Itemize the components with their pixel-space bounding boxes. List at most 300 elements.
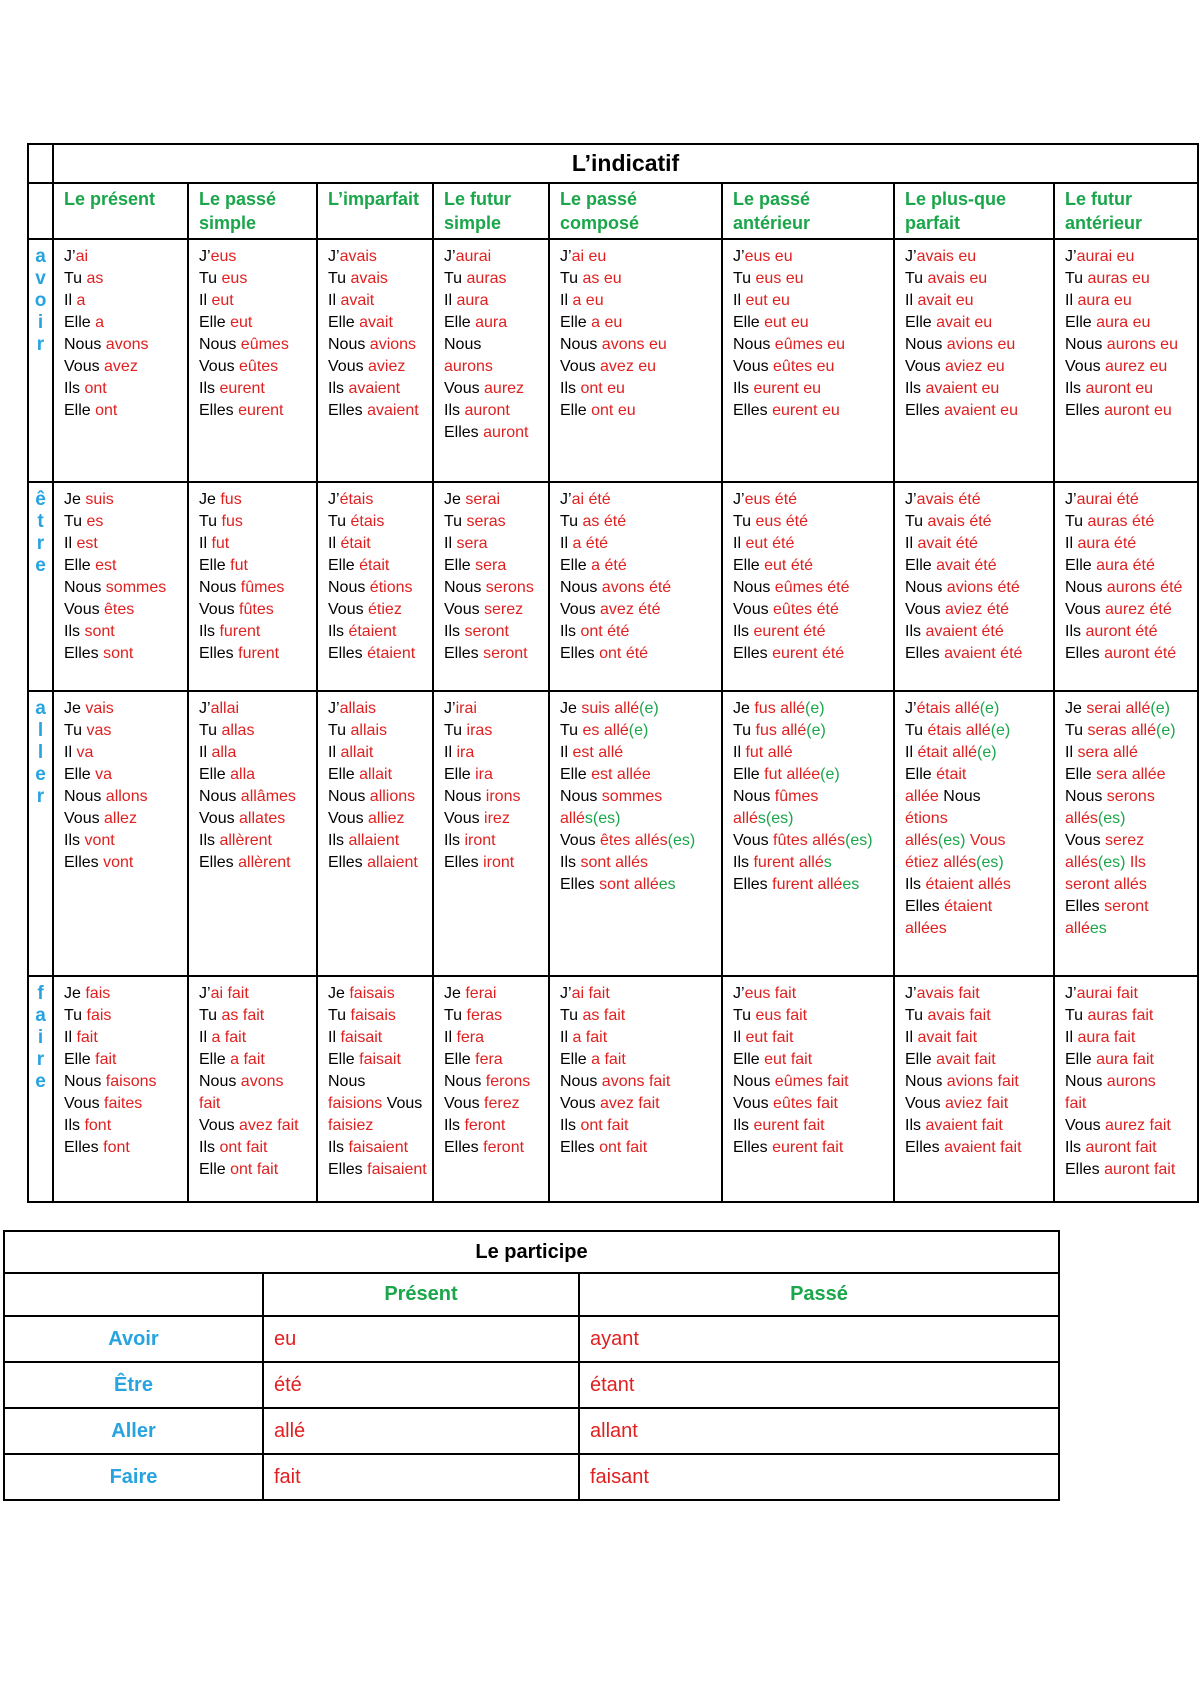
conjugation-line (733, 852, 889, 874)
conjugation-line (199, 1115, 312, 1137)
verb-letter: o (34, 290, 47, 311)
conjugation-segment: (e) (820, 766, 840, 783)
conjugation-segment: allaient (348, 832, 400, 849)
conjugation-line (444, 1137, 544, 1159)
conjugation-line (64, 400, 183, 422)
conjugation-segment: allas (221, 722, 255, 739)
conjugation-segment: vont (84, 832, 115, 849)
conjugation-segment: allâmes (240, 788, 296, 805)
conjugation-segment: (es) (976, 854, 1004, 871)
conjugation-segment: serez (484, 601, 524, 618)
conjugation-segment: eûmes fait (774, 1073, 849, 1090)
conjugation-line (199, 511, 312, 533)
conjugation-line (733, 1005, 889, 1027)
conjugation-segment: Ils (64, 832, 85, 849)
conjugation-segment: Nous (328, 579, 370, 596)
conjugation-line (64, 334, 183, 356)
conjugation-segment: Il (1065, 535, 1078, 552)
conjugation-segment: auront été (1104, 645, 1177, 662)
conjugation-segment: avez été (600, 601, 661, 618)
conjugation-segment: allait (359, 766, 393, 783)
conjugation-segment: Nous (64, 336, 106, 353)
conjugation-line (199, 246, 312, 268)
conjugation-segment: Il (444, 1029, 457, 1046)
conjugation-segment: fut allée (764, 766, 821, 783)
conjugation-segment: avais eu (916, 248, 977, 265)
conjugation-segment: fus (220, 491, 242, 508)
conjugation-line (328, 246, 428, 268)
conjugation-segment: avait (359, 314, 393, 331)
conjugation-segment: Ils (328, 380, 349, 397)
conjugation-segment: faisaient (367, 1161, 427, 1178)
conjugation-segment: allons (105, 788, 148, 805)
conjugation-cell (53, 239, 188, 482)
conjugation-segment: auront été (1085, 623, 1158, 640)
conjugation-line (199, 830, 312, 852)
conjugation-segment: ont fait (219, 1139, 268, 1156)
corner-cell (28, 183, 53, 239)
participe-title: Le participe (4, 1231, 1059, 1273)
conjugation-line (1065, 720, 1193, 742)
conjugation-segment: Nous (560, 788, 602, 805)
conjugation-segment: aviez (368, 358, 406, 375)
conjugation-line (1065, 1071, 1193, 1093)
conjugation-segment: ferai (465, 985, 497, 1002)
conjugation-line (560, 874, 717, 896)
conjugation-segment: Elles (328, 645, 368, 662)
conjugation-segment: furent (219, 623, 261, 640)
verb-letter: r (36, 786, 45, 807)
conjugation-line (733, 290, 889, 312)
conjugation-segment: faisait (340, 1029, 383, 1046)
conjugation-segment: avaient fait (944, 1139, 1022, 1156)
conjugation-segment: allais (339, 700, 377, 717)
conjugation-segment: Il (560, 744, 573, 761)
conjugation-segment: Elles (328, 402, 368, 419)
conjugation-segment: Je (328, 985, 350, 1002)
conjugation-segment: Vous (64, 601, 105, 618)
conjugation-line (1065, 1049, 1193, 1071)
conjugation-segment: (es) (937, 832, 966, 849)
conjugation-segment: alla (230, 766, 256, 783)
conjugation-segment: Elles (560, 1139, 600, 1156)
conjugation-line (560, 312, 717, 334)
participe-header-row (4, 1273, 1059, 1316)
conjugation-segment: Elle (905, 766, 937, 783)
conjugation-line (199, 599, 312, 621)
conjugation-segment: faisiez (328, 1117, 374, 1134)
conjugation-segment: Vous (199, 1117, 240, 1134)
conjugation-segment: Ils (733, 854, 754, 871)
conjugation-line (64, 555, 183, 577)
participe-row (4, 1362, 1059, 1408)
conjugation-line (1065, 621, 1193, 643)
conjugation-segment: auront eu (1085, 380, 1154, 397)
conjugation-line (733, 577, 889, 599)
conjugation-line (560, 1027, 717, 1049)
conjugation-segment: Vous (64, 810, 105, 827)
conjugation-line (64, 533, 183, 555)
conjugation-line (733, 808, 889, 830)
conjugation-line (64, 489, 183, 511)
conjugation-segment: Ils (905, 876, 926, 893)
conjugation-line (1065, 489, 1193, 511)
conjugation-cell (433, 976, 549, 1202)
conjugation-segment: Nous (1065, 788, 1107, 805)
conjugation-line (733, 621, 889, 643)
conjugation-segment: Elles (560, 645, 600, 662)
conjugation-line (905, 268, 1049, 290)
conjugation-line (444, 1071, 544, 1093)
conjugation-cell (894, 482, 1054, 691)
conjugation-line (1065, 643, 1193, 665)
verb-letter: t (37, 511, 44, 532)
conjugation-segment: avais (350, 270, 388, 287)
conjugation-segment: Vous (733, 601, 774, 618)
conjugation-segment: Il (199, 744, 212, 761)
conjugation-line (1065, 312, 1193, 334)
conjugation-segment: J’ (444, 700, 456, 717)
conjugation-segment: Il (733, 1029, 746, 1046)
conjugation-segment: Nous (1065, 1073, 1107, 1090)
conjugation-line (199, 698, 312, 720)
conjugation-line (328, 577, 428, 599)
conjugation-segment: Elles (64, 854, 104, 871)
conjugation-line (444, 983, 544, 1005)
conjugation-line (64, 312, 183, 334)
conjugation-segment: Elle (733, 314, 765, 331)
conjugation-segment: allait (340, 744, 374, 761)
conjugation-segment: eut été (764, 557, 814, 574)
conjugation-line (199, 643, 312, 665)
conjugation-segment: avais (339, 248, 377, 265)
conjugation-line (64, 1137, 183, 1159)
conjugation-segment: fûtes (239, 601, 274, 618)
conjugation-segment: Vous (733, 1095, 774, 1112)
indicatif-table (27, 143, 1199, 1203)
conjugation-cell (1054, 691, 1198, 976)
conjugation-line (64, 1027, 183, 1049)
conjugation-segment: eus fait (755, 1007, 808, 1024)
conjugation-segment: allais (350, 722, 387, 739)
conjugation-segment: Elle (733, 557, 765, 574)
conjugation-segment: furent allé (772, 876, 843, 893)
conjugation-line (444, 830, 544, 852)
conjugation-line (733, 378, 889, 400)
conjugation-line (905, 246, 1049, 268)
participe-row (4, 1454, 1059, 1500)
conjugation-line (1065, 830, 1193, 852)
conjugation-line (328, 1137, 428, 1159)
conjugation-segment: Ils (733, 380, 754, 397)
conjugation-segment: auras été (1087, 513, 1155, 530)
conjugation-line (199, 1071, 312, 1093)
conjugation-segment: J’ (444, 248, 456, 265)
conjugation-segment: J’ (1065, 985, 1077, 1002)
conjugation-line (905, 290, 1049, 312)
conjugation-segment: (e) (806, 722, 826, 739)
conjugation-segment: allés (905, 832, 938, 849)
conjugation-segment: Tu (444, 1007, 467, 1024)
verb-letter: ê (35, 489, 46, 510)
conjugation-segment: Il (560, 1029, 573, 1046)
conjugation-segment: Elles (905, 402, 945, 419)
conjugation-segment: Vous (1065, 832, 1106, 849)
conjugation-line (444, 786, 544, 808)
conjugation-line (328, 852, 428, 874)
conjugation-line (733, 698, 889, 720)
conjugation-segment: Elles (1065, 898, 1105, 915)
conjugation-segment: ferez (484, 1095, 520, 1112)
conjugation-segment: allée (905, 788, 939, 805)
conjugation-segment: Ils (64, 380, 85, 397)
conjugation-line (444, 312, 544, 334)
conjugation-segment: est (76, 535, 98, 552)
participe-verb: Faire (4, 1454, 263, 1500)
conjugation-line (328, 1071, 428, 1093)
conjugation-segment: Vous (1065, 358, 1106, 375)
conjugation-segment: fait (199, 1095, 221, 1112)
conjugation-segment: aurai (455, 248, 492, 265)
conjugation-segment: Tu (444, 513, 467, 530)
conjugation-line (560, 720, 717, 742)
conjugation-segment: avions été (946, 579, 1020, 596)
conjugation-line (444, 1093, 544, 1115)
conjugation-segment: (e) (977, 744, 997, 761)
conjugation-segment: eurent (219, 380, 265, 397)
conjugation-line (199, 742, 312, 764)
conjugation-segment: J’ (1065, 248, 1077, 265)
conjugation-cell (188, 482, 317, 691)
conjugation-segment: Vous (382, 1095, 423, 1112)
conjugation-line (905, 1005, 1049, 1027)
conjugation-segment: Vous (328, 358, 369, 375)
conjugation-segment: avait fait (936, 1051, 996, 1068)
conjugation-segment: Il (733, 535, 746, 552)
conjugation-cell (433, 691, 549, 976)
conjugation-segment: eut fait (745, 1029, 794, 1046)
conjugation-line (199, 1137, 312, 1159)
conjugation-line (64, 830, 183, 852)
verb-letter: i (37, 1027, 44, 1048)
conjugation-segment: Ils (1065, 1139, 1086, 1156)
conjugation-segment: aura (456, 292, 489, 309)
conjugation-line (733, 786, 889, 808)
conjugation-line (444, 599, 544, 621)
conjugation-segment: as (86, 270, 104, 287)
conjugation-line (444, 1005, 544, 1027)
conjugation-line (199, 720, 312, 742)
conjugation-segment: Il (199, 1029, 212, 1046)
conjugation-line (64, 808, 183, 830)
conjugation-segment: sera allé (1077, 744, 1138, 761)
conjugation-line (64, 698, 183, 720)
conjugation-line (560, 533, 717, 555)
conjugation-segment: a fait (230, 1051, 265, 1068)
conjugation-segment: allates (239, 810, 286, 827)
conjugation-segment: ont eu (591, 402, 636, 419)
conjugation-segment: eûtes eu (773, 358, 835, 375)
conjugation-segment: aura eu (1077, 292, 1132, 309)
conjugation-line (905, 1071, 1049, 1093)
verb-vertical-label (28, 691, 53, 976)
conjugation-segment: étaient allés (925, 876, 1011, 893)
conjugation-segment: Elle (905, 557, 937, 574)
participe-row (4, 1408, 1059, 1454)
conjugation-segment: ont été (599, 645, 649, 662)
conjugation-segment: avaient fait (925, 1117, 1003, 1134)
conjugation-segment: Ils (199, 1139, 220, 1156)
conjugation-segment: Il (560, 292, 573, 309)
conjugation-segment: aurez fait (1105, 1117, 1171, 1134)
conjugation-segment: Vous (905, 601, 946, 618)
conjugation-segment: eut été (745, 535, 795, 552)
conjugation-segment: serai (465, 491, 501, 508)
conjugation-line (64, 599, 183, 621)
tense-header-row (28, 183, 1198, 239)
conjugation-segment: Nous (64, 579, 106, 596)
conjugation-segment: fus (221, 513, 243, 530)
conjugation-segment: avaient (348, 380, 401, 397)
conjugation-line (64, 1005, 183, 1027)
conjugation-line (733, 1071, 889, 1093)
conjugation-line (733, 1093, 889, 1115)
conjugation-segment: aurons eu (1106, 336, 1178, 353)
conjugation-cell (317, 239, 433, 482)
conjugation-segment: avais fait (916, 985, 980, 1002)
conjugation-segment: Elles (444, 1139, 484, 1156)
conjugation-line (905, 489, 1049, 511)
conjugation-segment: Il (64, 744, 77, 761)
conjugation-line (199, 1027, 312, 1049)
conjugation-line (905, 1137, 1049, 1159)
conjugation-line (560, 786, 717, 808)
conjugation-line (444, 742, 544, 764)
conjugation-segment: allées (905, 920, 947, 937)
participe-present-value: été (263, 1362, 579, 1408)
conjugation-line (905, 378, 1049, 400)
conjugation-segment: avais eu (927, 270, 988, 287)
conjugation-segment: eurent été (772, 645, 845, 662)
conjugation-segment: Il (1065, 1029, 1078, 1046)
conjugation-segment: serons (485, 579, 534, 596)
conjugation-segment: eûmes été (774, 579, 850, 596)
conjugation-segment: (e) (990, 722, 1011, 739)
conjugation-segment: aurai fait (1076, 985, 1138, 1002)
participe-passe-value: étant (579, 1362, 1059, 1408)
conjugation-segment: avons fait (601, 1073, 671, 1090)
conjugation-segment: as eu (582, 270, 622, 287)
conjugation-line (64, 577, 183, 599)
conjugation-segment: Il (199, 535, 212, 552)
participe-verb: Aller (4, 1408, 263, 1454)
conjugation-line (560, 1049, 717, 1071)
conjugation-segment: fûtes allés (773, 832, 846, 849)
conjugation-segment: avons été (601, 579, 672, 596)
conjugation-segment: s(es) (757, 810, 794, 827)
conjugation-segment: étais (339, 491, 374, 508)
conjugation-segment: avons (105, 336, 149, 353)
conjugation-line (733, 511, 889, 533)
conjugation-segment: Tu (560, 722, 583, 739)
conjugation-segment: J’ (733, 491, 745, 508)
conjugation-cell (549, 239, 722, 482)
conjugation-segment: Ils (199, 380, 220, 397)
conjugation-segment: Il (905, 1029, 918, 1046)
participe-present-header: Présent (263, 1273, 579, 1316)
conjugation-segment: eûtes été (773, 601, 839, 618)
verb-row (28, 976, 1198, 1202)
conjugation-segment: a eu (591, 314, 623, 331)
conjugation-segment: Elles (905, 898, 945, 915)
conjugation-segment: Elle (64, 314, 96, 331)
tense-header: Le futur simple (433, 183, 549, 239)
conjugation-segment: fûmes (240, 579, 285, 596)
conjugation-segment: Ils (733, 623, 754, 640)
indicatif-title: L’indicatif (53, 144, 1198, 183)
conjugation-segment: Je (444, 985, 466, 1002)
participe-verb: Être (4, 1362, 263, 1408)
conjugation-segment: J’ (199, 248, 211, 265)
conjugation-segment: fera (475, 1051, 503, 1068)
conjugation-segment: Elle (199, 766, 231, 783)
conjugation-segment: Nous (328, 336, 370, 353)
conjugation-segment: Elles (444, 424, 484, 441)
conjugation-line (64, 852, 183, 874)
conjugation-line (733, 555, 889, 577)
conjugation-segment: Elles (64, 1139, 104, 1156)
conjugation-segment: Elle (64, 766, 96, 783)
conjugation-segment: a fait (211, 1029, 247, 1046)
conjugation-segment: eus fait (744, 985, 797, 1002)
conjugation-segment: eûmes eu (774, 336, 846, 353)
conjugation-segment: ai (75, 248, 89, 265)
conjugation-segment: Je (444, 491, 466, 508)
conjugation-line (444, 489, 544, 511)
conjugation-segment: J’ (1065, 491, 1077, 508)
conjugation-line (328, 1093, 428, 1115)
conjugation-segment: feront (483, 1139, 525, 1156)
conjugation-segment: avions eu (946, 336, 1016, 353)
conjugation-segment: Tu (444, 270, 467, 287)
conjugation-segment: Ils (64, 623, 85, 640)
conjugation-segment: avons (240, 1073, 284, 1090)
conjugation-segment: eus été (755, 513, 809, 530)
conjugation-segment: Tu (733, 1007, 756, 1024)
conjugation-line (560, 268, 717, 290)
conjugation-segment: Elle (905, 1051, 937, 1068)
conjugation-segment: sommes (601, 788, 663, 805)
conjugation-cell (1054, 482, 1198, 691)
conjugation-segment: Elles (1065, 645, 1105, 662)
conjugation-segment: sommes (105, 579, 167, 596)
conjugation-segment: Elle (1065, 766, 1097, 783)
conjugation-segment: eut (230, 314, 253, 331)
tense-header: Le présent (53, 183, 188, 239)
conjugation-line (328, 400, 428, 422)
conjugation-line (733, 268, 889, 290)
conjugation-segment: eus (221, 270, 248, 287)
conjugation-segment: Vous (444, 810, 485, 827)
conjugation-segment: Nous (199, 336, 241, 353)
conjugation-segment: avait eu (936, 314, 993, 331)
conjugation-segment: Vous (905, 1095, 946, 1112)
conjugation-segment: seras allé (1087, 722, 1157, 739)
conjugation-segment: Vous (1065, 1117, 1106, 1134)
conjugation-segment: Nous (64, 788, 106, 805)
conjugation-segment: Tu (733, 513, 756, 530)
conjugation-segment: Nous (1065, 579, 1107, 596)
